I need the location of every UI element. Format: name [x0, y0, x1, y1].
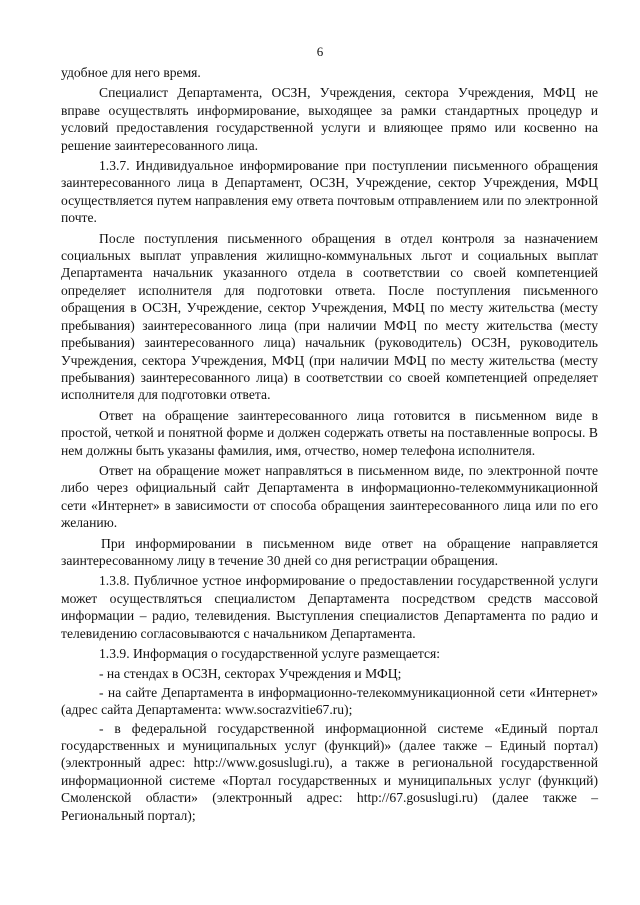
paragraph-written-appeal-processing: После поступления письменного обращения в отдел контроля за назначением социальных выплат управления жилищно-коммунальных льгот и социальных выплат Департамента начальник указанного отдела в соответствии со своей компетенцией определяет исполнителя для подготовки ответа. После поступления письменного обращения в ОСЗН, Учреждение, сектор Учреждения, МФЦ по месту жительства (месту пребывания) заинтересованного лица (при наличии МФЦ по месту жительства (месту пребывания) заинтересованного лица) начальник (руководитель) ОСЗН, руководитель Учреждения, сектора Учреждения, МФЦ (при наличии МФЦ по месту жительства (месту пребывания) заинтересованного лица) в соответствии со своей компетенцией определяет исполнителя для подготовки ответа.: [61, 230, 598, 403]
page-number: 6: [316, 44, 324, 59]
paragraph-1-3-8: 1.3.8. Публичное устное информирование о предоставлении государственной услуги может осуществляться специалистом Департамента посредством средств массовой информации – радио, телевидения. Выступления специалистов Департамента по радио и телевидению согласовываются с начальником Департамента.: [61, 573, 598, 641]
list-item-department-site: - на сайте Департамента в информационно-телекоммуникационной сети «Интернет» (адрес сайта Департамента: www.socrazvitie67.ru);: [61, 684, 598, 718]
list-item-stands: - на стендах в ОСЗН, секторах Учреждения и МФЦ;: [99, 666, 402, 682]
paragraph-continuation: удобное для него время.: [61, 65, 201, 80]
paragraph-1-3-9: 1.3.9. Информация о государственной услуге размещается:: [99, 646, 441, 661]
paragraph-answer-form: Ответ на обращение заинтересованного лица готовится в письменном виде в простой, четкой и понятной форме и должен содержать ответы на поставленные вопросы. В нем должны быть указаны фамилия, имя, отчество, номер телефона исполнителя.: [61, 407, 598, 458]
document-body: [61, 64, 598, 825]
list-item-portals: - в федеральной государственной информационной системе «Единый портал государственных и муниципальных услуг (функций)» (далее также – Единый портал) (электронный адрес: http://www.gosuslugi.ru), а также в региональной государственной информационной системе «Портал государственных и муниципальных услуг (функций) Смоленской области» (электронный адрес: http://67.gosuslugi.ru) (далее также – Региональный портал);: [61, 720, 598, 823]
paragraph-answer-deadline: При информировании в письменном виде ответ на обращение направляется заинтересованному лицу в течение 30 дней со дня регистрации обращения.: [61, 535, 598, 568]
paragraph-answer-delivery: Ответ на обращение может направляться в письменном виде, по электронной почте либо через официальный сайт Департамента в информационно-телекоммуникационной сети «Интернет» в зависимости от способа обращения заинтересованного лица или по его желанию.: [61, 462, 598, 531]
paragraph-1-3-7: 1.3.7. Индивидуальное информирование при поступлении письменного обращения заинтересованного лица в Департамент, ОСЗН, Учреждение, сектор Учреждения, МФЦ осуществляется путем направления ему ответа почтовым отправлением или по электронной почте.: [61, 158, 598, 226]
paragraph-specialist-restriction: Специалист Департамента, ОСЗН, Учреждения, сектора Учреждения, МФЦ не вправе осуществлять информирование, выходящее за рамки стандартных процедур и условий предоставления государственной услуги и влияющее прямо или косвенно на решение заинтересованного лица.: [61, 85, 598, 153]
